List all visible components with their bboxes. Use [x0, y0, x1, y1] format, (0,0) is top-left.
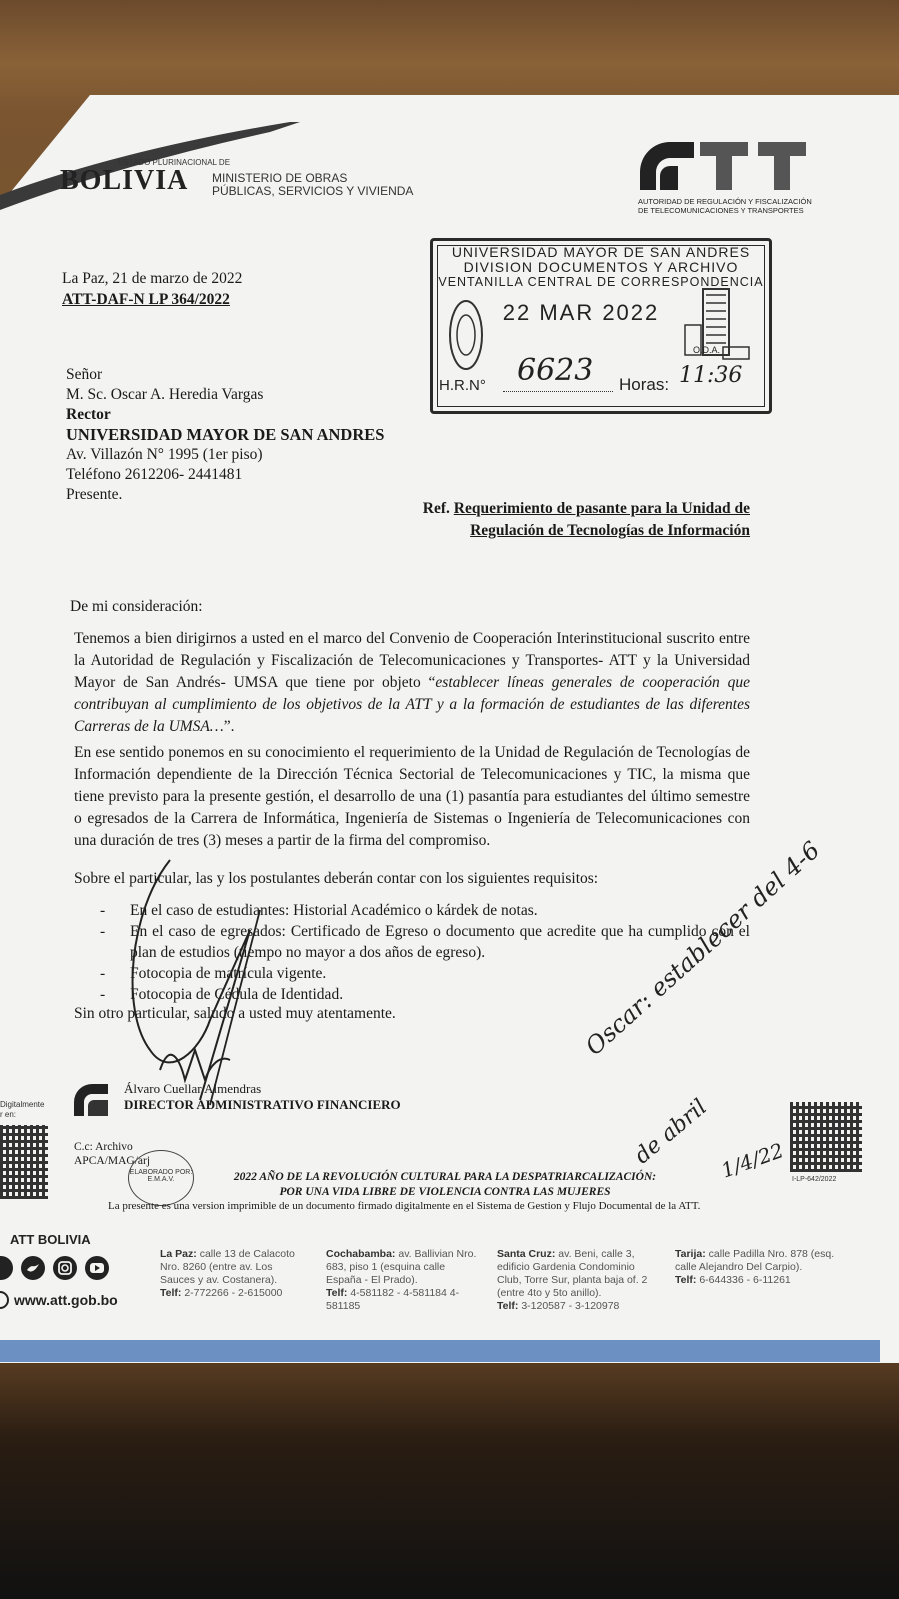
paragraph-3: Sobre el particular, las y los postulantes deberán contar con los siguientes requisitos: — [74, 870, 599, 887]
recipient-title: Rector — [66, 406, 111, 423]
att-logo-icon — [638, 138, 818, 194]
recipient-address: Av. Villazón N° 1995 (1er piso) — [66, 446, 263, 463]
att-sub-line1: AUTORIDAD DE REGULACIÓN Y FISCALIZACIÓN — [638, 197, 812, 206]
twitter-icon[interactable] — [20, 1255, 46, 1281]
reference-subject — [392, 498, 750, 542]
handwritten-date: 1/4/22 — [718, 1137, 787, 1183]
globe-icon — [0, 1290, 10, 1310]
signature-icon — [110, 850, 310, 1110]
footer-office-cochabamba: Cochabamba: av. Ballivian Nro. 683, piso 1 (esquina calle España - El Prado). Telf: 4-581182 - 4-581184 4-581185 — [326, 1248, 477, 1312]
closing: Sin otro particular, saludo a usted muy atentamente. — [74, 1005, 396, 1022]
footer-office-tarija: Tarija: calle Padilla Nro. 878 (esq. calle Alejandro Del Carpio). Telf: 6-644336 - 6-11261 — [675, 1248, 835, 1286]
footer-office-santacruz: Santa Cruz: av. Beni, calle 3, edificio Gardenia Condominio Club, Torre Sur, planta baja of. 2 (entre 4to y 5to anillo). Telf: 3-120587 - 3-120978 — [497, 1248, 648, 1312]
paragraph-1-end: ”. — [223, 718, 235, 735]
recipient-name: M. Sc. Oscar A. Heredia Vargas — [66, 386, 264, 403]
recipient-institution: UNIVERSIDAD MAYOR DE SAN ANDRES — [66, 425, 385, 444]
cc-block: C.c: Archivo APCA/MAG/arj — [74, 1141, 151, 1167]
greeting: De mi consideración: — [70, 598, 203, 615]
reception-stamp — [430, 238, 772, 414]
paragraph-1 — [74, 628, 750, 738]
att-sub-line2: DE TELECOMUNICACIONES Y TRANSPORTES — [638, 206, 804, 215]
stamp-date: 22 MAR 2022 — [502, 300, 660, 325]
stamp-horas-label: Horas: — [619, 375, 670, 394]
recipient-phone: Teléfono 2612206- 2441481 — [66, 466, 243, 483]
qr-code-right-icon — [790, 1102, 862, 1172]
att-subtitle — [638, 197, 828, 215]
ref-line1: Requerimiento de pasante para la Unidad de — [453, 500, 750, 517]
digital-left-note: Digitalmente r en: — [0, 1100, 45, 1119]
paragraph-1-quote: establecer líneas generales de cooperación que contribuyan al cumplimiento de los objetivos de la ATT y a la formación de estudiantes de las diferentes Carreras de la UMSA… — [74, 674, 751, 735]
stamp-line3: VENTANILLA CENTRAL DE CORRESPONDENCIA — [438, 275, 764, 289]
social-icons — [0, 1255, 110, 1281]
bolivia-title: BOLIVIA — [60, 165, 189, 196]
stamp-line2: DIVISION DOCUMENTOS Y ARCHIVO — [463, 259, 739, 275]
stamp-oda: O.D.A. — [693, 345, 721, 355]
ministry-line2: PÚBLICAS, SERVICIOS Y VIVIENDA — [212, 184, 414, 198]
recipient-block — [66, 365, 384, 505]
slogan: 2022 AÑO DE LA REVOLUCIÓN CULTURAL PARA LA DESPATRIARCALIZACIÓN: POR UNA VIDA LIBRE DE VIOLENCIA CONTRA LAS MUJERES — [233, 1171, 657, 1198]
elaborado-stamp: ELABORADO POR: E.M.A.V. — [128, 1150, 194, 1206]
reference-code: ATT-DAF-N LP 364/2022 — [62, 291, 230, 308]
requirement-item: - Fotocopia de Cédula de Identidad. — [100, 986, 344, 1003]
requirement-item: - En el caso de egresados: Certificado de Egreso o documento que acredite que ha cumplido con el plan de estudios (tiempo no mayor a dos años de egreso). — [100, 923, 750, 961]
stamp-line1: UNIVERSIDAD MAYOR DE SAN ANDRES — [451, 244, 751, 260]
footer-brand: ATT BOLIVIA — [10, 1232, 91, 1247]
paragraph-2: En ese sentido ponemos en su conocimiento el requerimiento de la Unidad de Regulación de Tecnologías de Información dependiente de la Dirección Técnica Sectorial de Telecomunicaciones y TIC, la misma que tiene previsto para la presente gestión, el desarrollo de una (1) pasantía para estudiantes del último semestre o egresados de la Carrera de Informática, Ingeniería de Sistemas o Ingeniería de Telecomunicaciones con una duración de tres (3) meses a partir de la firma del compromiso. — [74, 744, 750, 849]
requirement-item: - En el caso de estudiantes: Historial Académico o kárdek de notas. — [100, 902, 538, 919]
qr-code-label: I-LP-642/2022 — [792, 1176, 837, 1183]
stamp-horas-value: 11:36 — [679, 363, 743, 388]
footer-office-lapaz: La Paz: calle 13 de Calacoto Nro. 8260 (entre av. Los Sauces y av. Costanera). Telf: 2-772266 - 2-615000 — [160, 1248, 295, 1299]
folder-edge — [0, 1340, 880, 1362]
website-link[interactable]: www.att.gob.bo — [0, 1290, 118, 1310]
recipient-salutation: Señor — [66, 366, 103, 383]
stamp-hrn-label: H.R.N° — [439, 377, 486, 394]
place-date: La Paz, 21 de marzo de 2022 — [62, 270, 243, 287]
signer-name: Álvaro Cuellar Almendras — [124, 1081, 262, 1096]
handwritten-note-1: Oscar: establecer del 4-6 — [580, 835, 826, 1061]
requirement-item: - Fotocopia de matrícula vigente. — [100, 965, 327, 982]
youtube-icon[interactable] — [84, 1255, 110, 1281]
instagram-icon[interactable] — [52, 1255, 78, 1281]
digital-note: La presente es una version imprimible de un documento firmado digitalmente en el Sistema de Gestion y Flujo Documental de la ATT. — [108, 1200, 701, 1212]
att-mini-logo-icon — [72, 1082, 112, 1123]
stamp-hrn-value: 6623 — [517, 353, 594, 388]
facebook-icon[interactable] — [0, 1255, 14, 1281]
recipient-presente: Presente. — [66, 486, 123, 503]
ministry-line1: MINISTERIO DE OBRAS — [212, 171, 348, 185]
bolivia-small-label: ESTADO PLURINACIONAL DE — [118, 158, 231, 167]
ref-label: Ref. — [422, 500, 450, 517]
ministry-label — [212, 172, 413, 198]
coat-of-arms-icon — [447, 297, 485, 373]
qr-code-left-icon — [0, 1125, 48, 1199]
signer-title: DIRECTOR ADMINISTRATIVO FINANCIERO — [124, 1097, 401, 1112]
paragraph-1-text: Tenemos a bien dirigirnos a usted en el marco del Convenio de Cooperación Interinstitucional suscrito entre la Autoridad de Regulación y Fiscalización de Telecomunicaciones y Transportes- ATT y la Universidad Mayor de San Andrés- UMSA que tiene por objeto “ — [74, 630, 750, 691]
handwritten-note-2: de abril — [630, 1094, 712, 1170]
ref-line2: Regulación de Tecnologías de Información — [470, 522, 750, 539]
